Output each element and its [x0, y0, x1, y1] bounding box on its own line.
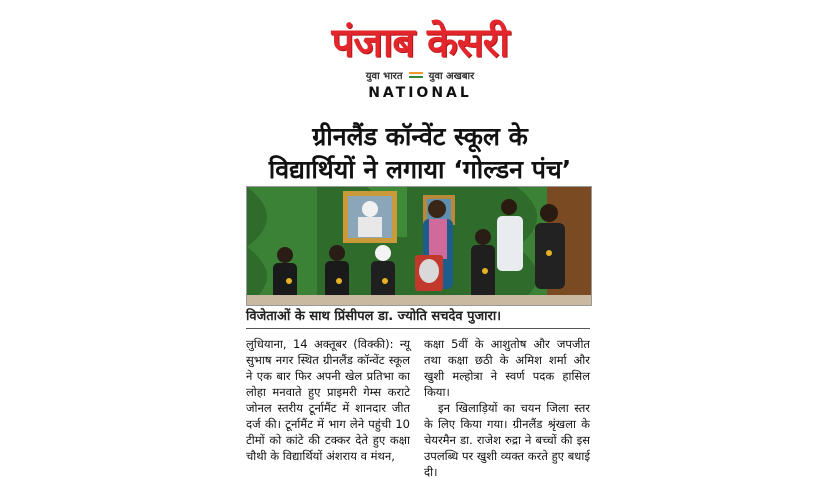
article-column-1: [246, 336, 410, 464]
tagline-right: युवा अखबार: [428, 71, 475, 82]
paragraph: इन खिलाड़ियों का चयन जिला स्तर के लिए किया गया। ग्रीनलैंड श्रृंखला के चेयरमैन डा. राजेश रुद्रा ने बच्चों की इस उपलब्धि पर खुशी व्यक्त करते हुए बधाई दी।: [424, 401, 590, 479]
article-photo: [246, 186, 592, 306]
paragraph: कक्षा 5वीं के आशुतोष और जपजीत तथा कक्षा छठी के अमिश शर्मा और खुशी मल्होत्रा ने स्वर्ण पदक हासिल किया।: [424, 337, 590, 399]
headline-line-2: विद्यार्थियों ने लगाया ‘गोल्डन पंच’: [268, 155, 572, 184]
tagline-left: युवा भारत: [365, 71, 403, 82]
paragraph: लुधियाना, 14 अक्तूबर (विक्की): न्यू सुभाष नगर स्थित ग्रीनलैंड कॉन्वेंट स्कूल ने एक बार फिर अपनी खेल प्रतिभा का लोहा मनवाते हुए प्राइमरी गेम्स कराटे जोनल स्तरीय टूर्नामैंट में शानदार जीत दर्ज की। टूर्नामैंट में भाग लेने पहुंची 10 टीमों को कांटे की टक्कर देते हुए कक्षा चौथी के विद्यार्थियों अंशराय व मंथन,: [246, 337, 410, 463]
flag-icon: [409, 72, 423, 78]
article-column-2: [424, 336, 590, 480]
headline-line-1: ग्रीनलैंड कॉन्वेंट स्कूल के: [312, 122, 528, 151]
tagline: [270, 68, 570, 82]
edition-label: NATIONAL: [368, 85, 472, 101]
article-headline: [245, 120, 595, 186]
newspaper-logo: पंजाब केसरी: [331, 20, 509, 66]
masthead: [270, 20, 570, 101]
photo-caption: विजेताओं के साथ प्रिंसीपल डा. ज्योति सचदेव पुजारा।: [246, 308, 590, 329]
